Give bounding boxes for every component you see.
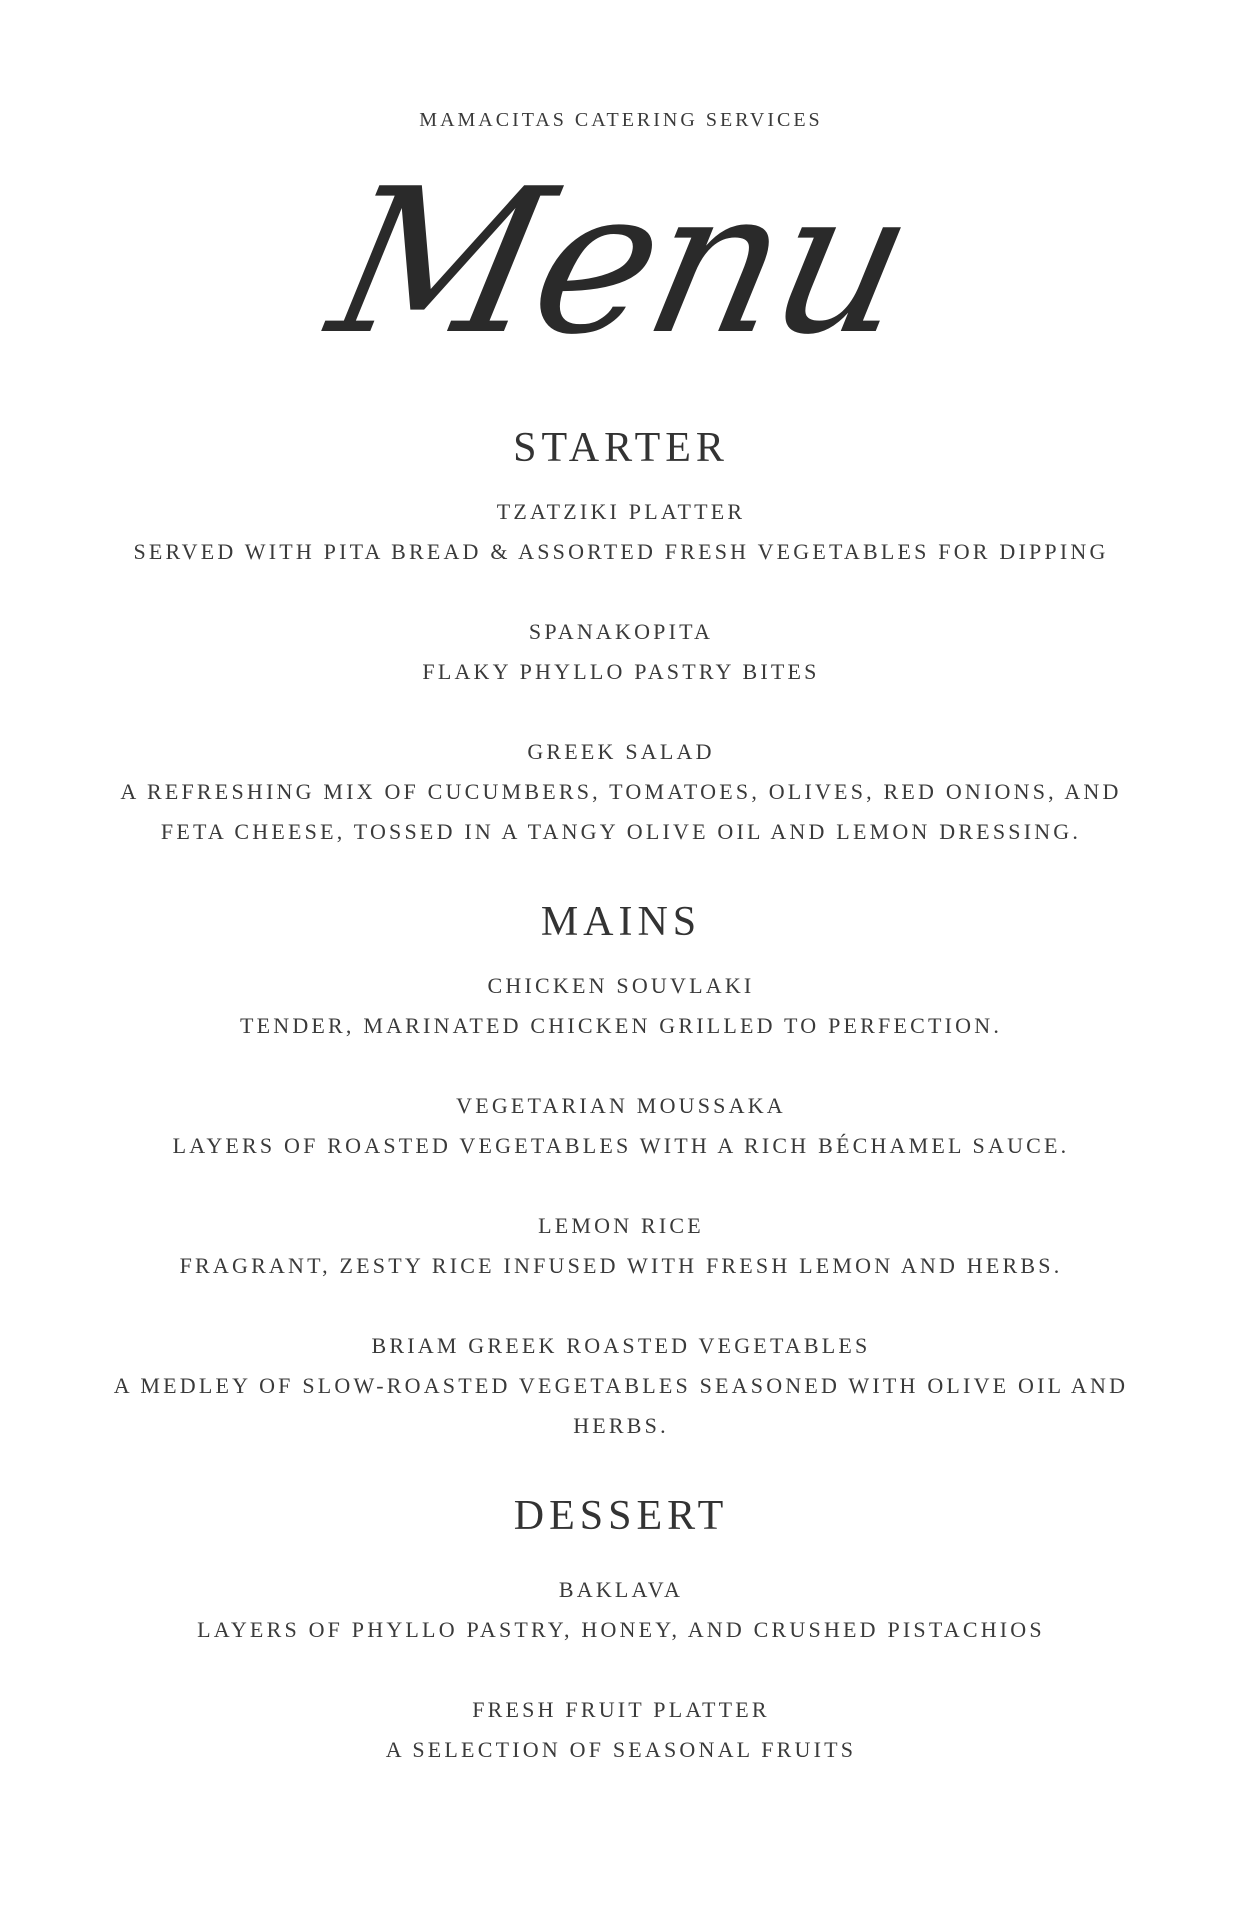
item-name: FRESH FRUIT PLATTER [472, 1697, 770, 1722]
section-starter [0, 418, 1242, 852]
item-description: LAYERS OF PHYLLO PASTRY, HONEY, AND CRUSHED PISTACHIOS [197, 1617, 1045, 1642]
item-description: FLAKY PHYLLO PASTRY BITES [422, 659, 820, 684]
item-description: A REFRESHING MIX OF CUCUMBERS, TOMATOES, OLIVES, RED ONIONS, AND FETA CHEESE, TOSSED IN A TANGY OLIVE OIL AND LEMON DRESSING. [120, 779, 1122, 844]
item-name: GREEK SALAD [527, 739, 715, 764]
item-name: BAKLAVA [558, 1577, 684, 1602]
item-description: TENDER, MARINATED CHICKEN GRILLED TO PERFECTION. [239, 1013, 1003, 1038]
menu-title: Menu [313, 146, 929, 379]
item-name: SPANAKOPITA [528, 619, 714, 644]
section-heading: STARTER [513, 425, 729, 471]
item-name: CHICKEN SOUVLAKI [487, 973, 755, 998]
item-name: BRIAM GREEK ROASTED VEGETABLES [371, 1333, 871, 1358]
section-dessert [0, 1486, 1242, 1770]
item-name: VEGETARIAN MOUSSAKA [456, 1093, 786, 1118]
section-heading: MAINS [540, 899, 702, 945]
menu-body [0, 418, 1242, 1810]
menu-item [0, 612, 1242, 692]
item-name: TZATZIKI PLATTER [496, 499, 746, 524]
section-heading: DESSERT [513, 1493, 729, 1539]
menu-item [0, 492, 1242, 572]
brand-name: MAMACITAS CATERING SERVICES [419, 109, 823, 131]
menu-item [0, 732, 1242, 852]
menu-item [0, 966, 1242, 1046]
menu-item [0, 1206, 1242, 1286]
section-mains [0, 892, 1242, 1446]
item-description: A SELECTION OF SEASONAL FRUITS [385, 1737, 857, 1762]
item-description: FRAGRANT, ZESTY RICE INFUSED WITH FRESH LEMON AND HERBS. [179, 1253, 1063, 1278]
item-description: LAYERS OF ROASTED VEGETABLES WITH A RICH BÉCHAMEL SAUCE. [172, 1133, 1070, 1158]
menu-item [0, 1690, 1242, 1770]
item-name: LEMON RICE [538, 1213, 704, 1238]
item-description: A MEDLEY OF SLOW-ROASTED VEGETABLES SEASONED WITH OLIVE OIL AND HERBS. [113, 1373, 1129, 1438]
menu-item [0, 1326, 1242, 1446]
item-description: SERVED WITH PITA BREAD & ASSORTED FRESH VEGETABLES FOR DIPPING [133, 539, 1109, 564]
menu-item [0, 1570, 1242, 1650]
menu-item [0, 1086, 1242, 1166]
